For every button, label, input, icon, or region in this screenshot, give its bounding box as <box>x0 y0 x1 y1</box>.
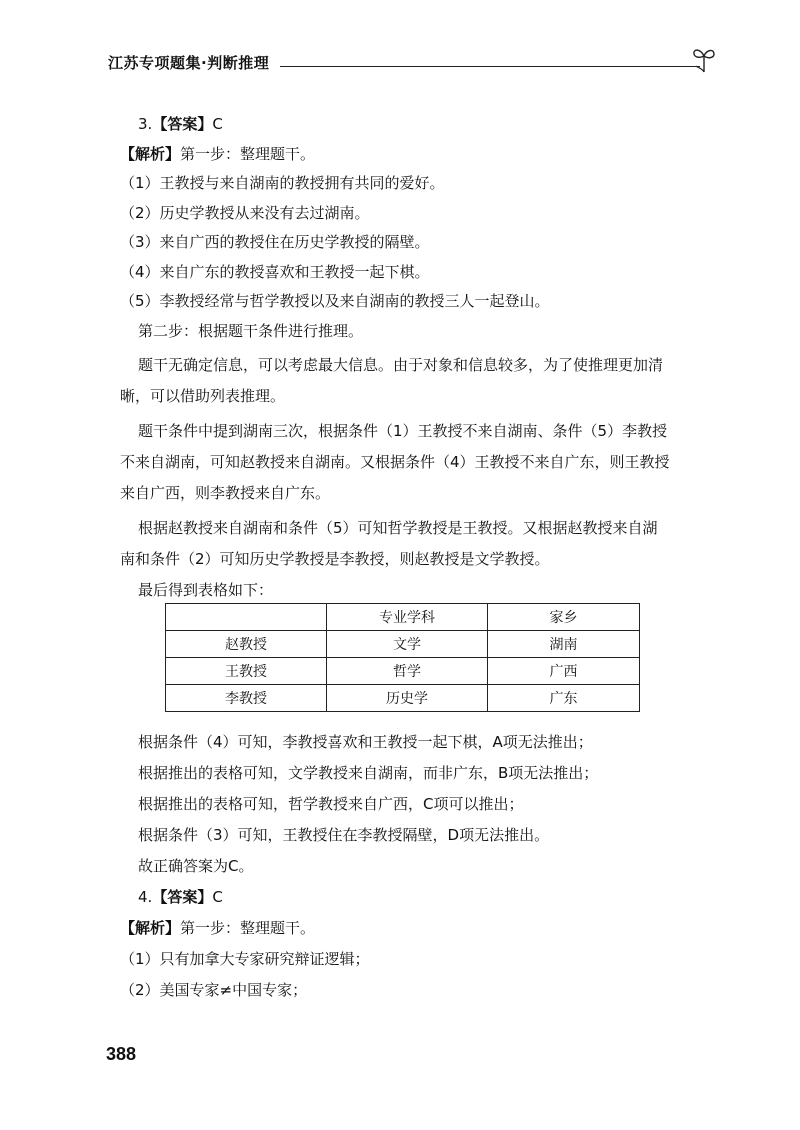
table-cell: 李教授 <box>166 685 327 712</box>
q3-answer-line <box>120 110 710 140</box>
table-row <box>166 685 640 712</box>
q3-condition-1: （1）王教授与来自湖南的教授拥有共同的爱好。 <box>120 174 445 192</box>
table-row <box>166 658 640 685</box>
q3-final-answer: 故正确答案为C。 <box>138 857 254 875</box>
q3-para1-line1: 题干无确定信息，可以考虑最大信息。由于对象和信息较多，为了使推理更加清 <box>138 356 664 374</box>
table-header-row <box>166 604 640 631</box>
q3-analysis-line <box>120 140 710 170</box>
table-cell: 哲学 <box>327 658 488 685</box>
q4-number: 4. <box>138 888 153 906</box>
table-header-cell: 专业学科 <box>327 604 488 631</box>
header-title: 江苏专项题集·判断推理 <box>108 54 270 72</box>
table-cell: 王教授 <box>166 658 327 685</box>
q3-para2-line2: 不来自湖南，可知赵教授来自湖南。又根据条件（4）王教授不来自广东，则王教授 <box>120 453 670 471</box>
question-3-section <box>120 110 710 606</box>
sprout-icon <box>691 46 717 74</box>
q3-condition-5: （5）李教授经常与哲学教授以及来自湖南的教授三人一起登山。 <box>120 292 550 310</box>
q4-answer: C <box>212 888 223 906</box>
q4-analysis-tag: 【解析】 <box>120 919 181 937</box>
q3-para2-line3: 来自广西，则李教授来自广东。 <box>120 484 331 502</box>
professor-table <box>165 603 640 712</box>
q3-condition-4: （4）来自广东的教授喜欢和王教授一起下棋。 <box>120 262 430 281</box>
q3-table-intro: 最后得到表格如下： <box>138 581 274 599</box>
table-cell: 广西 <box>488 658 640 685</box>
header-rule <box>280 66 700 67</box>
q4-condition-1: （1）只有加拿大专家研究辩证逻辑； <box>120 950 370 968</box>
table-header-cell <box>166 604 327 631</box>
running-header <box>108 46 718 76</box>
table-cell: 文学 <box>327 631 488 658</box>
table-header-cell: 家乡 <box>488 604 640 631</box>
q3-conclusion-c: 根据推出的表格可知，哲学教授来自广西，C项可以推出； <box>138 795 524 813</box>
table-cell: 历史学 <box>327 685 488 712</box>
q4-answer-tag: 【答案】 <box>152 888 213 906</box>
q3-conclusion-b: 根据推出的表格可知，文学教授来自湖南，而非广东，B项无法推出； <box>138 764 599 782</box>
q3-conclusion-a: 根据条件（4）可知，李教授喜欢和王教授一起下棋，A项无法推出； <box>138 733 593 751</box>
q3-para1-line2: 晰，可以借助列表推理。 <box>120 387 286 405</box>
q4-step1: 第一步：整理题干。 <box>180 919 316 937</box>
q3-para2-line1: 题干条件中提到湖南三次，根据条件（1）王教授不来自湖南、条件（5）李教授 <box>138 422 668 440</box>
q3-para3-line1: 根据赵教授来自湖南和条件（5）可知哲学教授是王教授。又根据赵教授来自湖 <box>138 519 658 537</box>
page-number: 388 <box>106 1044 137 1064</box>
q3-step2: 第二步：根据题干条件进行推理。 <box>138 321 364 340</box>
q3-answer: C <box>212 115 223 133</box>
q3-condition-3: （3）来自广西的教授住在历史学教授的隔壁。 <box>120 233 430 251</box>
q4-analysis-line <box>120 913 710 944</box>
table-cell: 湖南 <box>488 631 640 658</box>
q3-number: 3. <box>138 115 153 133</box>
table-row <box>166 631 640 658</box>
table-cell: 赵教授 <box>166 631 327 658</box>
q3-conclusions-and-q4 <box>120 727 710 1006</box>
q3-analysis-tag: 【解析】 <box>120 144 181 163</box>
q3-para3-line2: 南和条件（2）可知历史学教授是李教授，则赵教授是文学教授。 <box>120 550 550 568</box>
q3-step1: 第一步：整理题干。 <box>180 144 316 163</box>
q4-condition-2: （2）美国专家≠中国专家； <box>120 981 308 999</box>
q4-answer-line <box>120 882 710 913</box>
q3-answer-tag: 【答案】 <box>152 115 213 133</box>
q3-condition-2: （2）历史学教授从来没有去过湖南。 <box>120 203 370 222</box>
table-cell: 广东 <box>488 685 640 712</box>
q3-conclusion-d: 根据条件（3）可知，王教授住在李教授隔壁，D项无法推出。 <box>138 826 550 844</box>
